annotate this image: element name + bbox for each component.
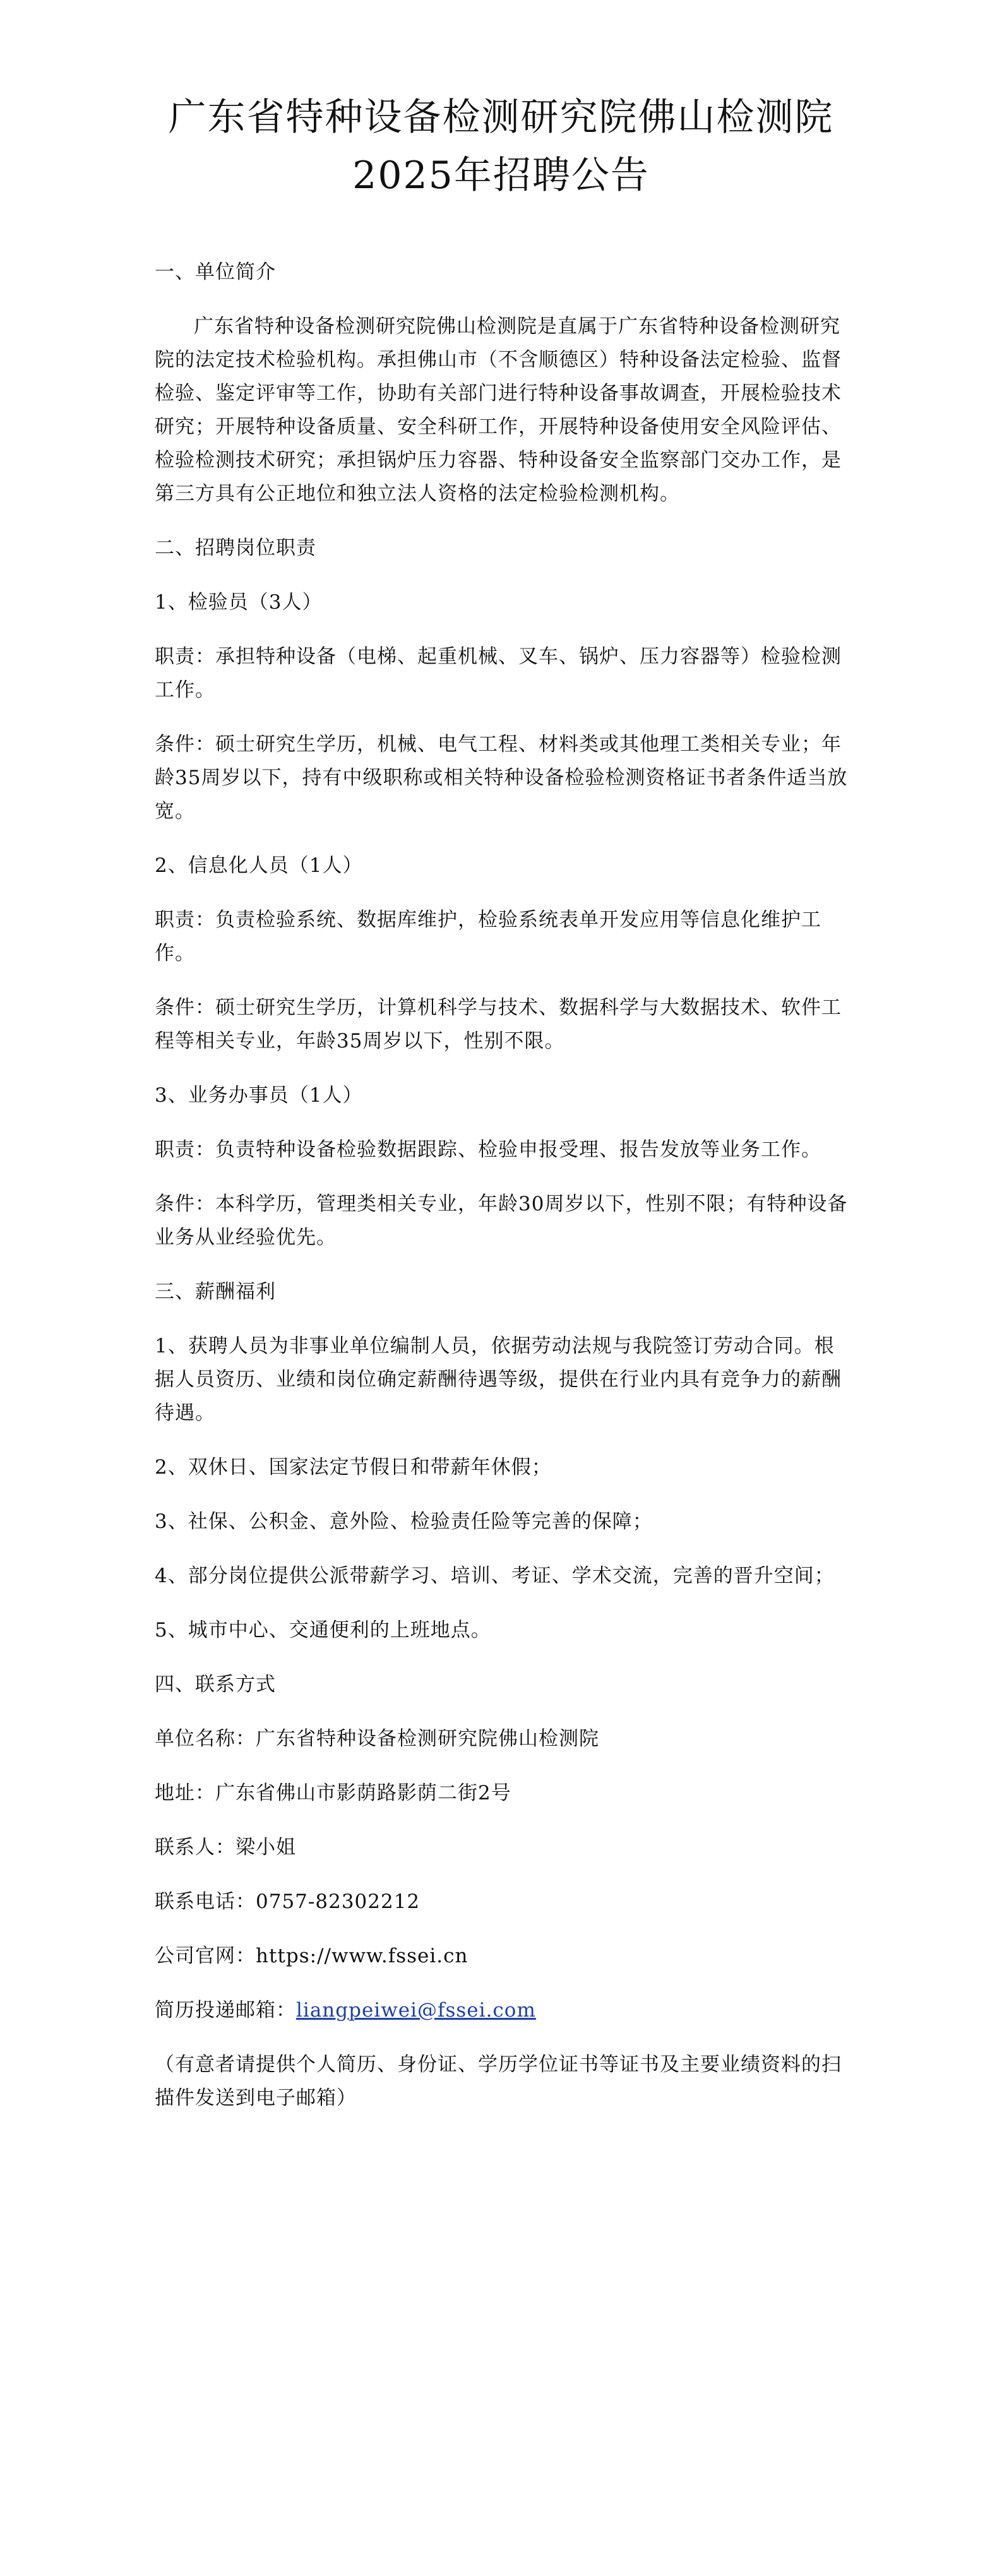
contact-unit-value: 广东省特种设备检测研究院佛山检测院 <box>256 1727 599 1750</box>
benefit-item-2: 2、双休日、国家法定节假日和带薪年休假； <box>155 1456 552 1479</box>
contact-person-label: 联系人： <box>155 1836 236 1859</box>
benefit-item-3: 3、社保、公积金、意外险、检验责任险等完善的保障； <box>155 1510 653 1533</box>
contact-email-label: 简历投递邮箱： <box>155 1999 296 2022</box>
section-title-job-duties: 二、招聘岗位职责 <box>155 537 316 559</box>
page-title-line1: 广东省特种设备检测研究院佛山检测院 <box>168 95 834 140</box>
job2-duty: 职责：负责检验系统、数据库维护，检验系统表单开发应用等信息化维护工作。 <box>155 909 821 965</box>
contact-phone-row <box>155 1885 849 1919</box>
contact-phone-value: 0757-82302212 <box>256 1890 420 1913</box>
benefit-item-1: 1、获聘人员为非事业单位编制人员，依据劳动法规与我院签订劳动合同。根据人员资历、业绩和岗位确定薪酬待遇等级，提供在行业内具有竞争力的薪酬待遇。 <box>155 1335 842 1424</box>
job3-duty: 职责：负责特种设备检验数据跟踪、检验申报受理、报告发放等业务工作。 <box>155 1138 821 1161</box>
job1-duty: 职责：承担特种设备（电梯、起重机械、叉车、锅炉、压力容器等）检验检测工作。 <box>155 645 842 701</box>
contact-website-value: https://www.fssei.cn <box>256 1945 468 1967</box>
contact-address-label: 地址： <box>155 1782 215 1804</box>
contact-website-row <box>155 1940 849 1973</box>
job2-title: 2、信息化人员（1人） <box>155 854 363 877</box>
unit-intro-text: 广东省特种设备检测研究院佛山检测院是直属于广东省特种设备检测研究院的法定技术检验机构。承担佛山市（不含顺德区）特种设备法定检验、监督检验、鉴定评审等工作，协助有关部门进行特种设备事故调查，开展检验技术研究；开展特种设备质量、安全科研工作，开展特种设备使用安全风险评估、检验检测技术研究；承担锅炉压力容器、特种设备安全监察部门交办工作，是第三方具有公正地位和独立法人资格的法定检验检测机构。 <box>155 315 842 505</box>
page-title-line2: 2025年招聘公告 <box>352 153 650 198</box>
contact-note: （有意者请提供个人简历、身份证、学历学位证书等证书及主要业绩资料的扫描件发送到电子邮箱） <box>155 2053 842 2109</box>
contact-unit-row <box>155 1722 849 1756</box>
job3-requirements: 条件：本科学历，管理类相关专业，年龄30周岁以下，性别不限；有特种设备业务从业经验优先。 <box>155 1193 848 1249</box>
contact-unit-label: 单位名称： <box>155 1727 256 1750</box>
benefit-item-4: 4、部分岗位提供公派带薪学习、培训、考证、学术交流，完善的晋升空间； <box>155 1565 835 1587</box>
job1-requirements: 条件：硕士研究生学历，机械、电气工程、材料类或其他理工类相关专业；年龄35周岁以下，持有中级职称或相关特种设备检验检测资格证书者条件适当放宽。 <box>155 733 848 823</box>
contact-phone-label: 联系电话： <box>155 1890 256 1913</box>
contact-person-value: 梁小姐 <box>236 1836 296 1859</box>
job2-requirements: 条件：硕士研究生学历，计算机科学与技术、数据科学与大数据技术、软件工程等相关专业，年龄35周岁以下，性别不限。 <box>155 996 842 1052</box>
contact-address-row <box>155 1777 849 1810</box>
contact-email-row <box>155 1994 849 2027</box>
contact-person-row <box>155 1831 849 1864</box>
contact-email-link[interactable]: liangpeiwei@fssei.com <box>296 1999 536 2022</box>
contact-website-label: 公司官网： <box>155 1945 256 1967</box>
contact-address-value: 广东省佛山市影荫路影荫二街2号 <box>215 1782 511 1804</box>
job1-title: 1、检验员（3人） <box>155 591 323 614</box>
section-title-unit-intro: 一、单位简介 <box>155 261 276 283</box>
job3-title: 3、业务办事员（1人） <box>155 1084 363 1107</box>
section-title-benefits: 三、薪酬福利 <box>155 1280 276 1303</box>
benefit-item-5: 5、城市中心、交通便利的上班地点。 <box>155 1619 491 1642</box>
announcement-content <box>155 256 849 2136</box>
section-title-contact: 四、联系方式 <box>155 1673 276 1696</box>
